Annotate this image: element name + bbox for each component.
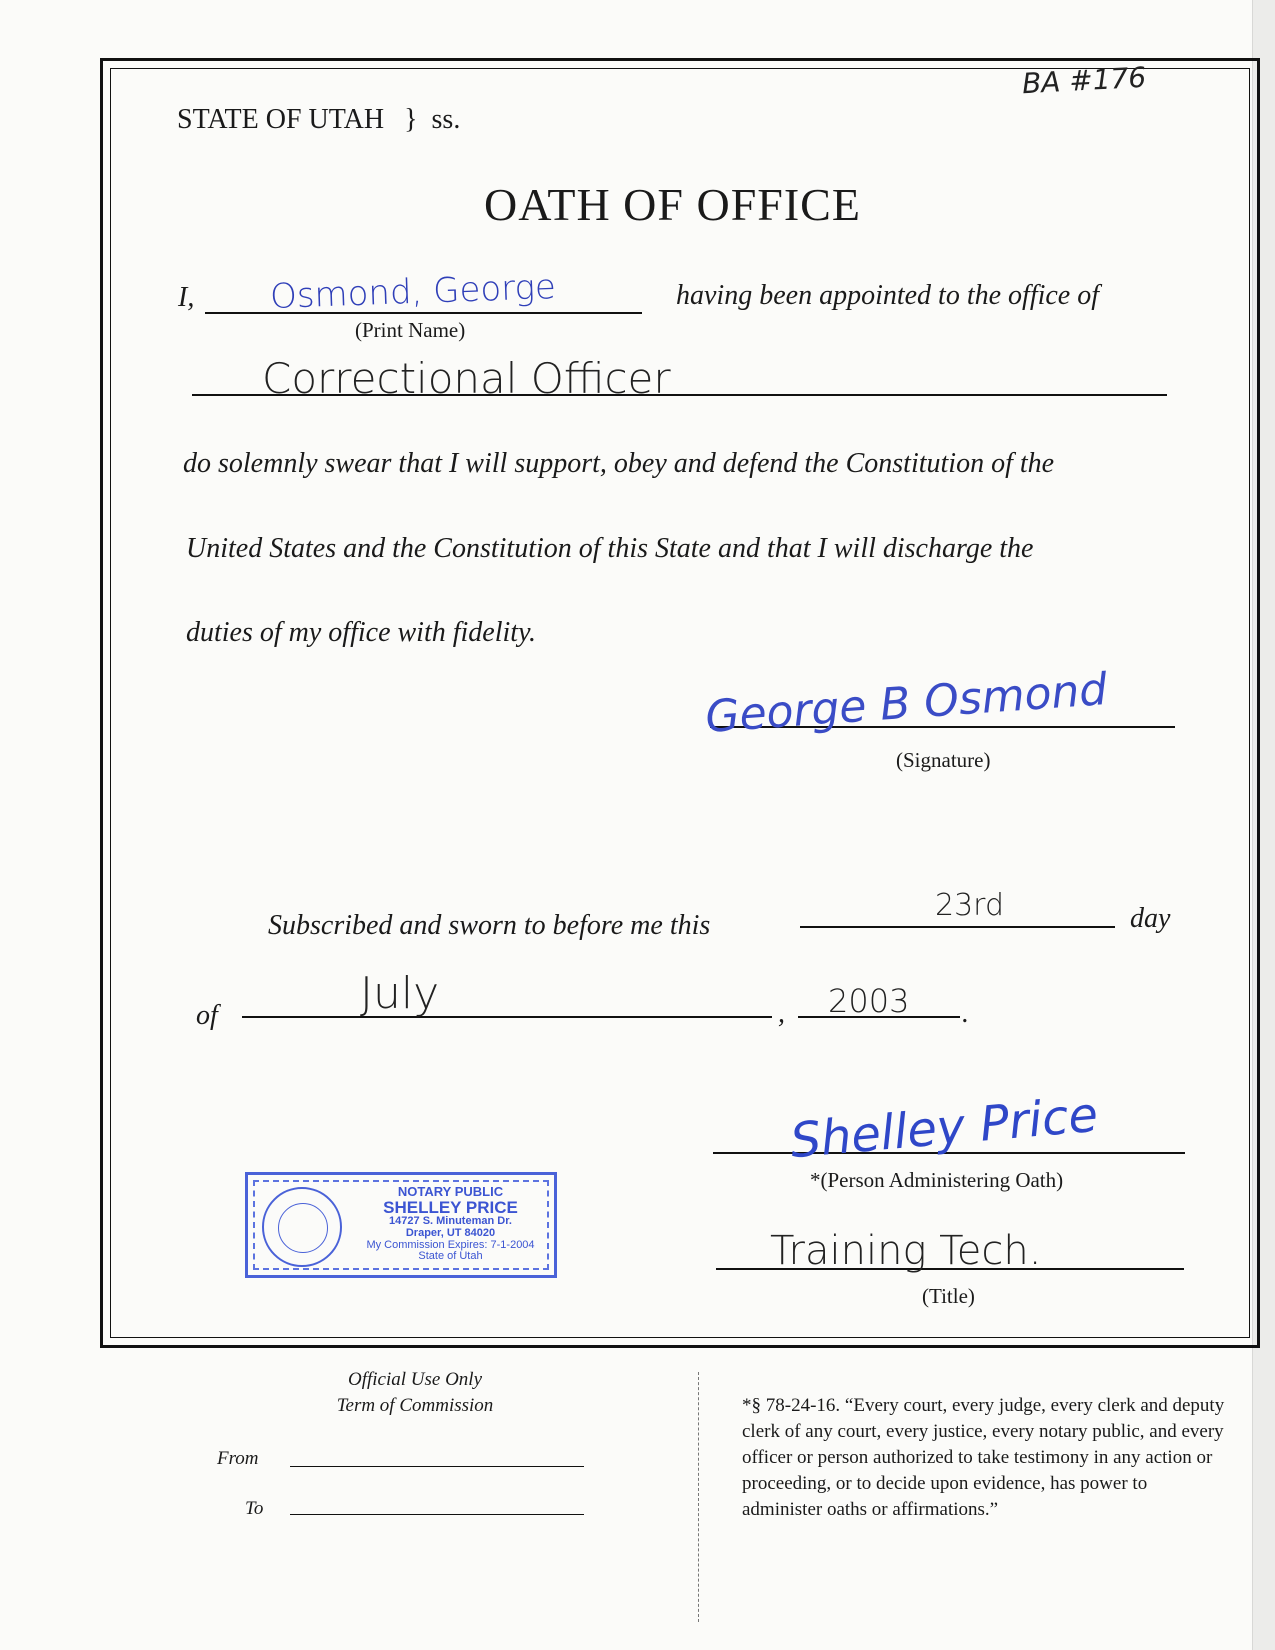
ss-abbrev: ss.	[431, 104, 461, 135]
comma: ,	[778, 998, 785, 1029]
stamp-line-1: NOTARY PUBLIC	[397, 1184, 504, 1199]
official-use-line-1: Official Use Only	[347, 1369, 483, 1390]
state-name: STATE OF UTAH	[177, 104, 385, 135]
notary-stamp	[245, 1172, 557, 1278]
from-field[interactable]	[290, 1466, 584, 1467]
day-label: day	[1130, 903, 1171, 934]
month-field[interactable]: July	[360, 968, 440, 1019]
day-line	[800, 926, 1115, 928]
administrator-caption: *(Person Administering Oath)	[810, 1168, 1064, 1192]
venue-brace: }	[404, 104, 418, 135]
footer-divider	[698, 1372, 699, 1622]
oath-taker-signature: George B Osmond	[703, 664, 1109, 743]
stamp-line-3: 14727 S. Minuteman Dr.	[389, 1215, 512, 1228]
year-field[interactable]: 2003	[828, 982, 910, 1020]
i-label: I,	[178, 282, 195, 313]
stamp-line-4: Draper, UT 84020	[405, 1227, 496, 1240]
title-caption: (Title)	[922, 1284, 975, 1308]
from-label: From	[217, 1448, 259, 1469]
state-seal-icon	[262, 1187, 342, 1267]
stamp-line-6: State of Utah	[418, 1250, 483, 1263]
title-field[interactable]: Training Tech.	[770, 1228, 1042, 1274]
oath-body-line-3: duties of my office with fidelity.	[186, 617, 536, 648]
oath-body-line-1: do solemnly swear that I will support, obey and defend the Constitution of the	[183, 448, 1055, 479]
stamp-line-5: My Commission Expires: 7-1-2004	[366, 1238, 535, 1251]
appointed-text: having been appointed to the office of	[676, 280, 1100, 311]
sworn-text: Subscribed and sworn to before me this	[268, 910, 711, 941]
document-title: OATH OF OFFICE	[484, 179, 861, 230]
to-field[interactable]	[290, 1514, 584, 1515]
venue-heading	[177, 104, 460, 136]
print-name-caption: (Print Name)	[355, 318, 466, 342]
stamp-line-2: SHELLEY PRICE	[383, 1197, 518, 1217]
official-use-heading	[300, 1367, 530, 1419]
signature-caption: (Signature)	[896, 748, 991, 772]
statute-note: *§ 78-24-16. “Every court, every judge, every clerk and deputy clerk of any court, every justice, every notary public, and every officer or person authorized to take testimony in any action or proceeding, or to decide upon evidence, has power to administer oaths or affirmations.”	[742, 1395, 1225, 1520]
administrator-signature: Shelley Price	[788, 1086, 1101, 1170]
bates-number: BA #176	[1021, 60, 1147, 101]
print-name-field[interactable]: Osmond, George	[269, 267, 557, 317]
of-label: of	[196, 1000, 218, 1031]
day-field[interactable]: 23rd	[935, 888, 1005, 923]
to-label: To	[245, 1498, 264, 1519]
office-field[interactable]: Correctional Officer	[262, 354, 671, 403]
month-line	[242, 1016, 772, 1018]
period: .	[962, 998, 969, 1029]
oath-body-line-2: United States and the Constitution of this State and that I will discharge the	[186, 533, 1034, 564]
official-use-line-2: Term of Commission	[336, 1395, 494, 1416]
